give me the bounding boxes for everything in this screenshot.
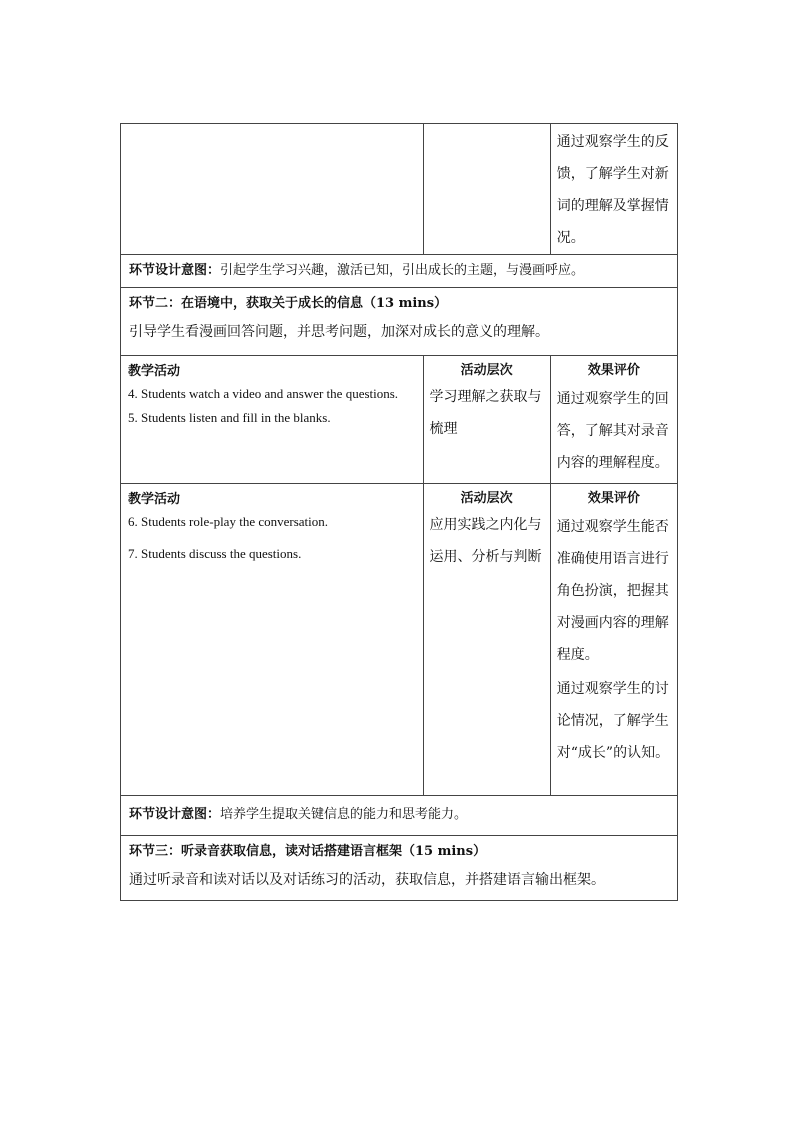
level-text: 应用实践之内化与运用、分析与判断	[429, 517, 542, 565]
section-2-title: 环节二：在语境中，获取关于成长的信息（13 mins）	[129, 296, 448, 311]
table-row-design-note	[121, 255, 678, 288]
design-note-text: 培养学生提取关键信息的能力和思考能力。	[220, 807, 468, 822]
eval-text: 通过观察学生的回答，了解其对录音内容的理解程度。	[556, 391, 669, 471]
eval-cell	[550, 124, 677, 255]
level-text: 学习理解之获取与梳理	[429, 389, 542, 437]
section-2-cell	[121, 288, 678, 356]
level-cell	[423, 484, 550, 796]
table-row-activity-block-b	[121, 484, 678, 796]
activity-cell	[121, 356, 424, 484]
table-row-section-2	[121, 288, 678, 356]
level-cell-empty	[423, 124, 550, 255]
activity-header: 教学活动	[128, 364, 181, 379]
design-note	[121, 796, 677, 831]
level-header: 活动层次	[460, 363, 513, 378]
section-3-body: 通过听录音和读对话以及对话练习的活动，获取信息，并搭建语言输出框架。	[129, 872, 605, 888]
lesson-plan-table	[120, 123, 678, 901]
level-header: 活动层次	[460, 491, 513, 506]
activity-item: 5. Students listen and fill in the blanks.	[128, 410, 331, 425]
design-note-label: 环节设计意图：	[129, 263, 221, 278]
section-2-body: 引导学生看漫画回答问题，并思考问题，加深对成长的意义的理解。	[129, 324, 549, 340]
table-row-section-3	[121, 836, 678, 901]
section-3-cell	[121, 836, 678, 901]
table-row-activity-block-a	[121, 356, 678, 484]
eval-header: 效果评价	[587, 363, 640, 378]
section-3-title: 环节三：听录音获取信息，读对话搭建语言框架（15 mins）	[129, 844, 487, 859]
level-cell	[423, 356, 550, 484]
design-note	[121, 255, 677, 287]
activity-header: 教学活动	[128, 492, 181, 507]
eval-cell	[550, 356, 677, 484]
eval-text: 通过观察学生的反馈，了解学生对新词的理解及掌握情况。	[556, 134, 669, 246]
design-note-cell	[121, 255, 678, 288]
table-row-design-note	[121, 796, 678, 836]
eval-text-1: 通过观察学生能否准确使用语言进行角色扮演，把握其对漫画内容的理解程度。	[556, 519, 669, 663]
eval-text-2: 通过观察学生的讨论情况，了解学生对“成长”的认知。	[556, 681, 670, 761]
design-note-cell	[121, 796, 678, 836]
eval-header: 效果评价	[587, 491, 640, 506]
design-note-label: 环节设计意图：	[129, 807, 221, 822]
design-note-text: 引起学生学习兴趣，激活已知，引出成长的主题，与漫画呼应。	[220, 263, 585, 278]
table-row-continuation	[121, 124, 678, 255]
activity-cell-empty	[121, 124, 424, 255]
activity-item: 7. Students discuss the questions.	[128, 546, 302, 561]
activity-item: 4. Students watch a video and answer the questions.	[128, 386, 399, 401]
activity-cell	[121, 484, 424, 796]
activity-item: 6. Students role-play the conversation.	[128, 514, 329, 529]
eval-cell	[550, 484, 677, 796]
